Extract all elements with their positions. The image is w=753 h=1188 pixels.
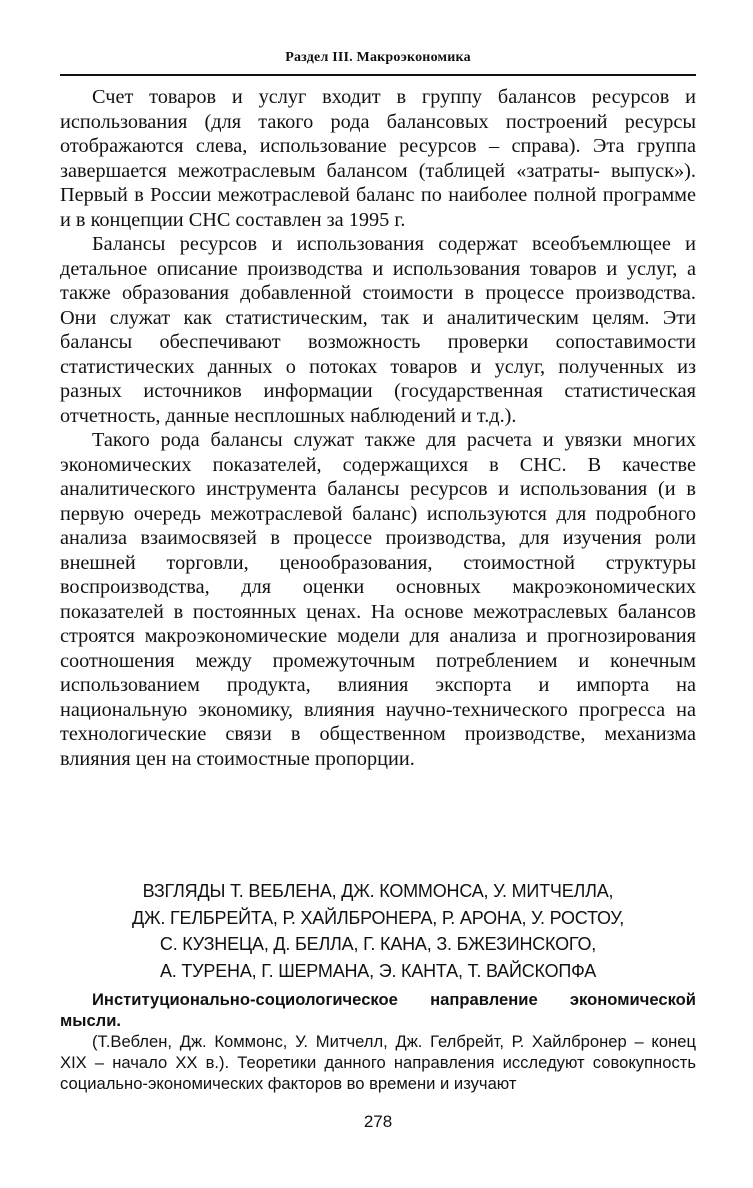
section-text xyxy=(60,989,696,1094)
running-title: Раздел III. Макроэкономика xyxy=(285,50,471,65)
section-subheading: Институционально-социологическое направление экономической мысли. xyxy=(60,990,696,1030)
paragraph-3: Такого рода балансы служат также для расчета и увязки многих экономических показателей, содержащихся в СНС. В качестве аналитического инструмента балансы ресурсов и использования (и в первую очередь межотраслевой баланс) используются для подробного анализа взаимосвязей в процессе производства, для изучения роли внешней торговли, ценообразования, стоимостной структуры воспроизводства, для оценки основных макроэкономических показателей в постоянных ценах. На основе межотраслевых балансов строятся макроэкономические модели для анализа и прогнозирования соотношения между промежуточным потреблением и конечным использованием продукта, влияния экспорта и импорта на национальную экономику, влияния научно-технического прогресса на технологические связи в общественном производстве, механизма влияния цен на стоимостные пропорции. xyxy=(60,429,696,770)
page-number: 278 xyxy=(363,1112,393,1131)
section-heading xyxy=(60,878,696,984)
section-paragraph: (Т.Веблен, Дж. Коммонс, У. Митчелл, Дж. Гелбрейт, Р. Хайлбронер – конец XIX – начало XX в.). Теоретики данного направления исследуют совокупность социально-экономических факторов во времени и изучают xyxy=(60,1032,696,1093)
section-heading-line: А. ТУРЕНА, Г. ШЕРМАНА, Э. КАНТА, Т. ВАЙСКОПФА xyxy=(159,960,597,981)
header-rule xyxy=(60,74,696,76)
section-heading-line: ВЗГЛЯДЫ Т. ВЕБЛЕНА, ДЖ. КОММОНСА, У. МИТЧЕЛЛА, xyxy=(142,881,614,901)
section-heading-line: ДЖ. ГЕЛБРЕЙТА, Р. ХАЙЛБРОНЕРА, Р. АРОНА, У. РОСТОУ, xyxy=(131,907,625,928)
paragraph-2: Балансы ресурсов и использования содержат всеобъемлющее и детальное описание производства и использования товаров и услуг, а также образования добавленной стоимости в процессе производства. Они служат как статистическим, так и аналитическим целям. Эти балансы обеспечивают возможность проверки сопоставимости статистических данных о потоках товаров и услуг, полученных из разных источников информации (государственная статистическая отчетность, данные несплошных наблюдений и т.д.). xyxy=(60,233,696,427)
section-heading-line: С. КУЗНЕЦА, Д. БЕЛЛА, Г. КАНА, З. БЖЕЗИНСКОГО, xyxy=(159,934,597,954)
body-text xyxy=(60,85,696,771)
paragraph-1: Счет товаров и услуг входит в группу балансов ресурсов и использования (для такого рода балансовых построений ресурсы отображаются слева, использование ресурсов – справа). Эта группа завершается межотраслевым балансом (таблицей «затраты- выпуск»). Первый в России межотраслевой баланс по наиболее полной программе и в концепции СНС составлен за 1995 г. xyxy=(60,86,696,231)
